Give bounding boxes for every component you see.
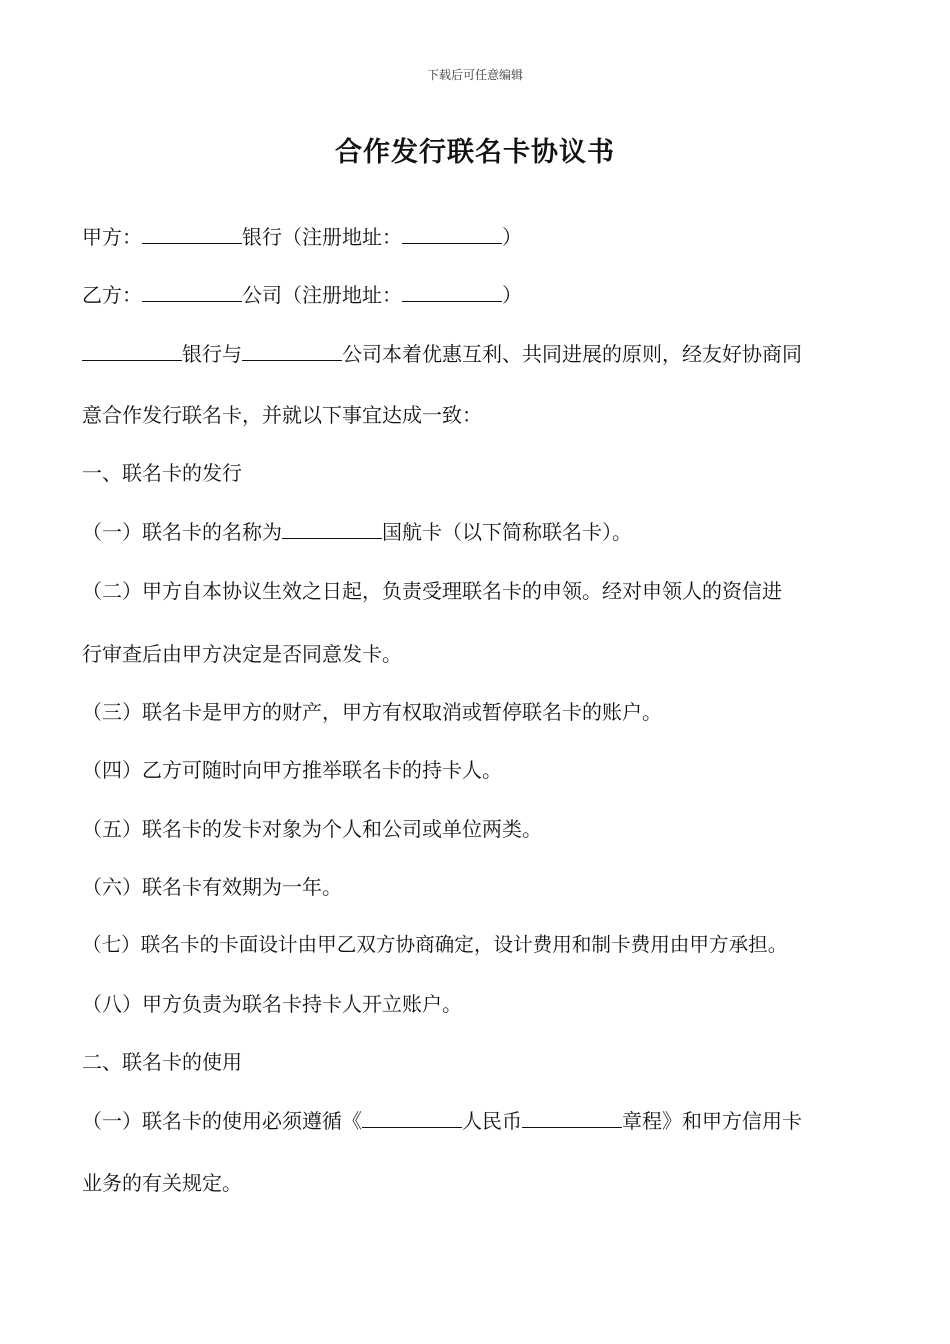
section-1-item-1 bbox=[82, 518, 632, 546]
party-b-mid: 公司（注册地址： bbox=[242, 283, 402, 307]
party-a-suffix: ） bbox=[502, 225, 522, 249]
section-1-item-2-line-1: （二）甲方自本协议生效之日起，负责受理联名卡的申领。经对申领人的资信进 bbox=[82, 579, 782, 603]
document-title: 合作发行联名卡协议书 bbox=[335, 137, 615, 168]
intro-line-2: 意合作发行联名卡，并就以下事宜达成一致： bbox=[82, 403, 482, 427]
party-a-line bbox=[82, 223, 522, 251]
section-1-heading: 一、联名卡的发行 bbox=[82, 461, 242, 485]
blank-field bbox=[282, 518, 382, 539]
item-suffix: 章程》和甲方信用卡 bbox=[622, 1109, 802, 1133]
section-2-heading: 二、联名卡的使用 bbox=[82, 1050, 242, 1074]
item-prefix: （一）联名卡的名称为 bbox=[82, 520, 282, 544]
intro-line-1 bbox=[82, 340, 802, 368]
intro-seg1: 银行与 bbox=[182, 342, 242, 366]
blank-field bbox=[242, 340, 342, 361]
item-prefix: （一）联名卡的使用必须遵循《 bbox=[82, 1109, 362, 1133]
blank-field bbox=[142, 281, 242, 302]
item-mid: 人民币 bbox=[462, 1109, 522, 1133]
section-1-item-4: （四）乙方可随时向甲方推举联名卡的持卡人。 bbox=[82, 758, 502, 782]
item-suffix: 国航卡（以下简称联名卡）。 bbox=[382, 520, 632, 544]
section-1-item-6: （六）联名卡有效期为一年。 bbox=[82, 875, 342, 899]
intro-seg2: 公司本着优惠互利、共同进展的原则，经友好协商同 bbox=[342, 342, 802, 366]
section-1-item-5: （五）联名卡的发卡对象为个人和公司或单位两类。 bbox=[82, 817, 542, 841]
party-b-suffix: ） bbox=[502, 283, 522, 307]
party-a-prefix: 甲方： bbox=[82, 225, 142, 249]
blank-field bbox=[402, 223, 502, 244]
blank-field bbox=[142, 223, 242, 244]
section-2-item-1-line-1 bbox=[82, 1107, 802, 1135]
section-1-item-2-line-2: 行审查后由甲方决定是否同意发卡。 bbox=[82, 642, 402, 666]
blank-field bbox=[362, 1107, 462, 1128]
party-a-mid: 银行（注册地址： bbox=[242, 225, 402, 249]
blank-field bbox=[402, 281, 502, 302]
party-b-prefix: 乙方： bbox=[82, 283, 142, 307]
section-2-item-1-line-2: 业务的有关规定。 bbox=[82, 1171, 242, 1195]
blank-field bbox=[82, 340, 182, 361]
section-1-item-3: （三）联名卡是甲方的财产，甲方有权取消或暂停联名卡的账户。 bbox=[82, 700, 662, 724]
party-b-line bbox=[82, 281, 522, 309]
section-1-item-7: （七）联名卡的卡面设计由甲乙双方协商确定，设计费用和制卡费用由甲方承担。 bbox=[82, 933, 788, 956]
section-1-item-8: （八）甲方负责为联名卡持卡人开立账户。 bbox=[82, 992, 462, 1016]
page-header-note: 下载后可任意编辑 bbox=[426, 68, 523, 82]
blank-field bbox=[522, 1107, 622, 1128]
